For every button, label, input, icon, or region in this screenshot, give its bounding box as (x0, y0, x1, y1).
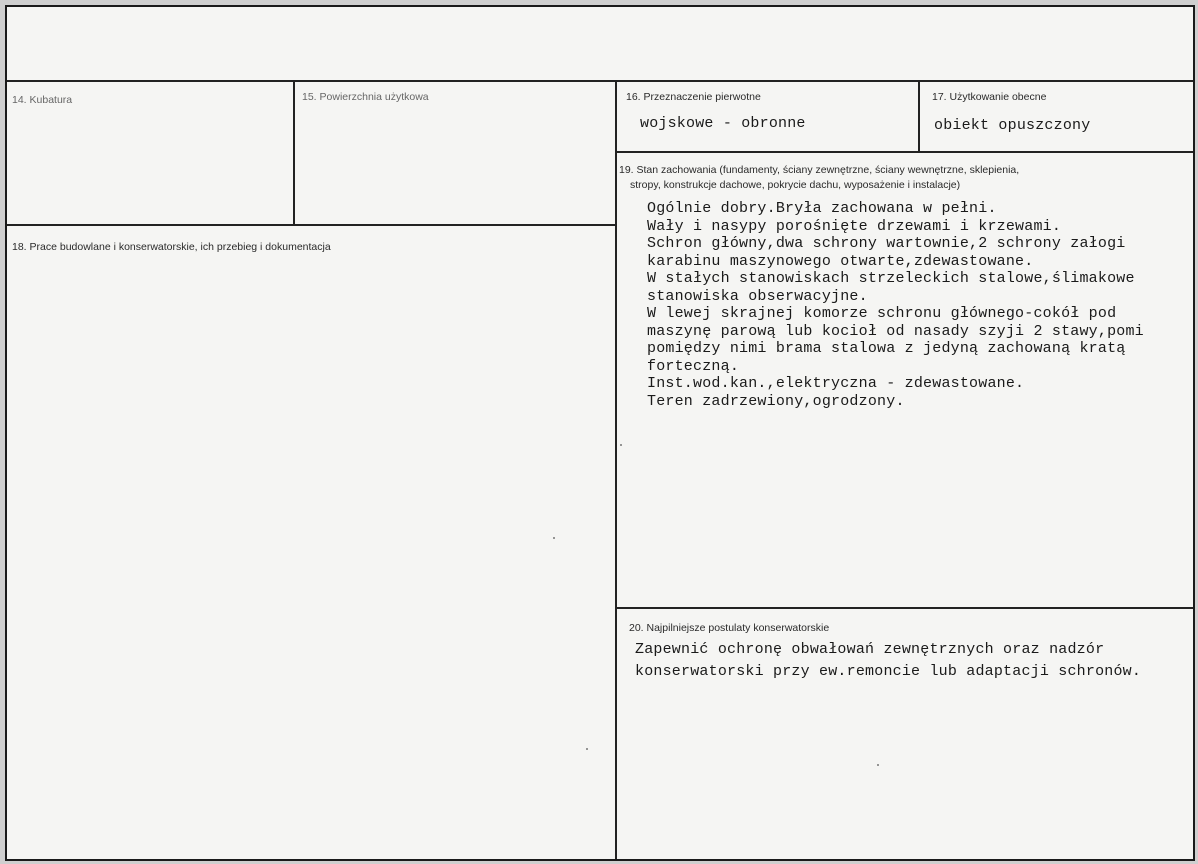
rule-under-16-17 (616, 151, 1193, 153)
field-19-line: pomiędzy nimi brama stalowa z jedyną zachowaną kratą (647, 340, 1126, 357)
speck (877, 764, 879, 766)
speck (620, 444, 622, 446)
field-19-line: Inst.wod.kan.,elektryczna - zdewastowane. (647, 375, 1025, 392)
field-20-line: konserwatorski przy ew.remoncie lub adaptacji schronów. (635, 663, 1142, 680)
divider-main (615, 80, 617, 859)
speck (553, 537, 555, 539)
field-19-label-line2: stropy, konstrukcje dachowe, pokrycie dachu, wyposażenie i instalacje) (630, 179, 961, 191)
top-rule (7, 80, 1193, 82)
field-14-label: 14. Kubatura (12, 94, 73, 106)
field-19-line: Ogólnie dobry.Bryła zachowana w pełni. (647, 200, 997, 217)
field-19-line: W lewej skrajnej komorze schronu głównego-cokół pod (647, 305, 1117, 322)
field-16-label: 16. Przeznaczenie pierwotne (626, 91, 761, 103)
field-19-label-line1: 19. Stan zachowania (fundamenty, ściany zewnętrzne, ściany wewnętrzne, sklepienia, (619, 164, 1020, 176)
field-17-label: 17. Użytkowanie obecne (932, 91, 1047, 103)
field-19-line: maszynę parową lub kocioł od nasady szyji 2 stawy,pomi (647, 322, 1144, 340)
divider-14-15 (293, 80, 295, 225)
field-19-line: forteczną. (647, 357, 740, 375)
field-19-line: Schron główny,dwa schrony wartownie,2 schrony załogi (647, 235, 1126, 252)
field-15-label: 15. Powierzchnia użytkowa (302, 91, 429, 103)
field-19-line: W stałych stanowiskach strzeleckich stalowe,ślimakowe (647, 270, 1135, 287)
rule-above-20 (616, 607, 1193, 609)
inventory-card (7, 7, 1193, 859)
speck (586, 748, 588, 750)
rule-under-14-15 (7, 224, 616, 226)
field-16-value: wojskowe - obronne (640, 115, 806, 132)
field-17-value: obiekt opuszczony (934, 117, 1091, 134)
field-20-line: Zapewnić ochronę obwałowań zewnętrznych oraz nadzór (635, 641, 1105, 658)
field-19-line: Teren zadrzewiony,ogrodzony. (647, 392, 905, 410)
field-19-line: stanowiska obserwacyjne. (647, 287, 868, 305)
field-19-line: karabinu maszynowego otwarte,zdewastowane. (647, 252, 1034, 270)
field-18-label: 18. Prace budowlane i konserwatorskie, ich przebieg i dokumentacja (12, 241, 331, 253)
field-19-line: Wały i nasypy porośnięte drzewami i krzewami. (647, 217, 1062, 235)
divider-16-17 (918, 80, 920, 152)
field-20-label: 20. Najpilniejsze postulaty konserwatorskie (629, 622, 830, 634)
